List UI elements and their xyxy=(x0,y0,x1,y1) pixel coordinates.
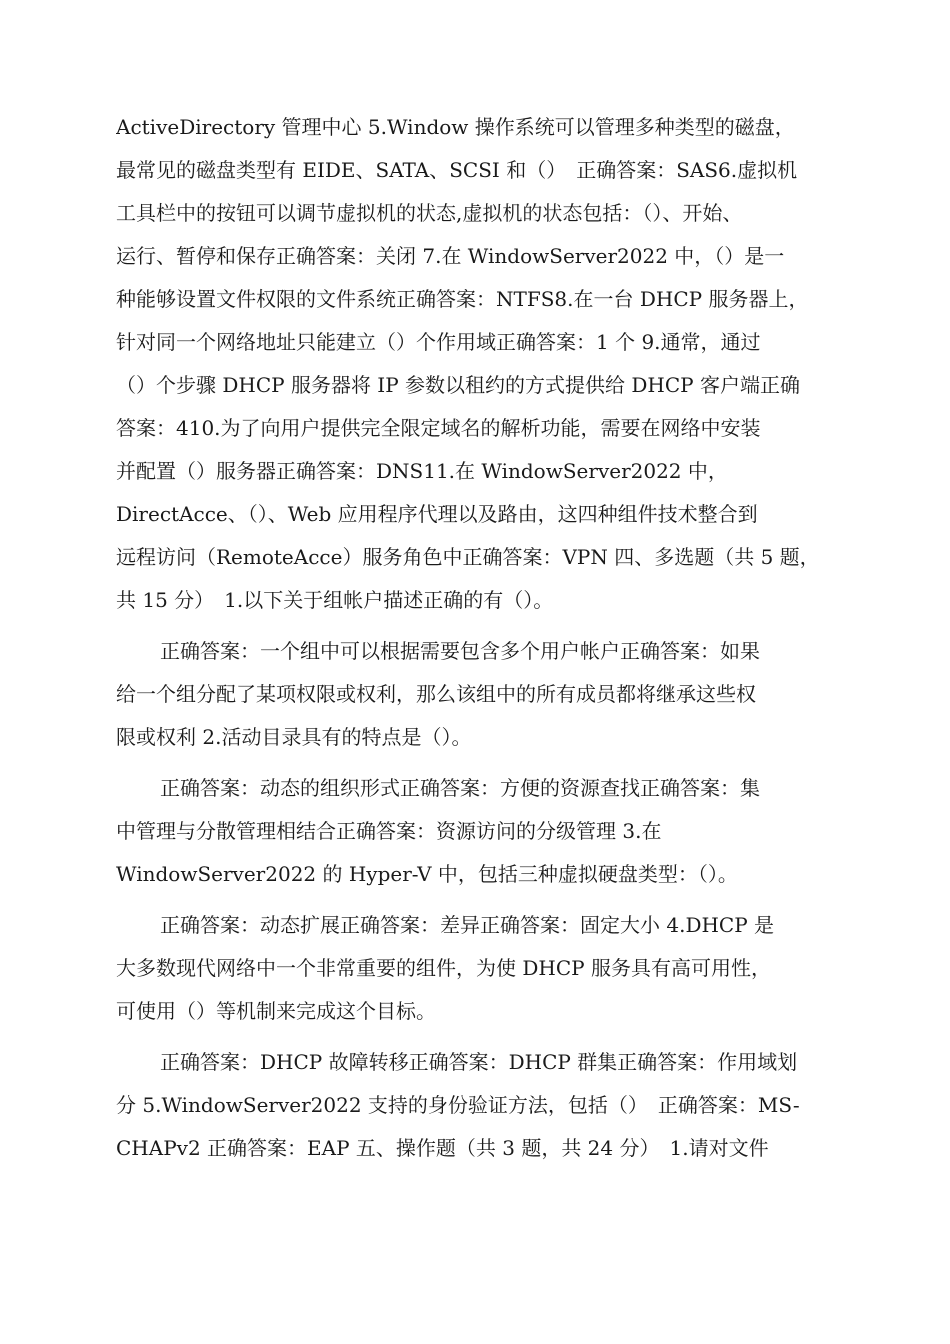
text-line: 远程访问（RemoteAcce）服务角色中正确答案：VPN 四、多选题（共 5 题， xyxy=(116,545,820,569)
text-line: 中管理与分散管理相结合正确答案：资源访问的分级管理 3.在 xyxy=(116,819,662,843)
text-line: ActiveDirectory 管理中心 5.Window 操作系统可以管理多种类型的磁盘， xyxy=(116,115,795,139)
text-line: 种能够设置文件权限的文件系统正确答案：NTFS8.在一台 DHCP 服务器上， xyxy=(116,287,809,311)
paragraph-5 xyxy=(116,1041,840,1170)
text-line: 正确答案：一个组中可以根据需要包含多个用户帐户正确答案：如果 xyxy=(160,639,760,663)
text-line: DirectAcce、（）、Web 应用程序代理以及路由，这四种组件技术整合到 xyxy=(116,502,758,526)
text-line: 正确答案：动态扩展正确答案：差异正确答案：固定大小 4.DHCP 是 xyxy=(160,913,775,937)
text-line: 限或权利 2.活动目录具有的特点是（）。 xyxy=(116,725,472,749)
text-line: 正确答案：DHCP 故障转移正确答案：DHCP 群集正确答案：作用域划 xyxy=(160,1050,798,1074)
text-line: 分 5.WindowServer2022 支持的身份验证方法，包括（） 正确答案：MS- xyxy=(116,1093,800,1117)
paragraph-4 xyxy=(116,904,840,1033)
text-line: 运行、暂停和保存正确答案：关闭 7.在 WindowServer2022 中，（）是一 xyxy=(116,244,785,268)
text-line: 正确答案：动态的组织形式正确答案：方便的资源查找正确答案：集 xyxy=(160,776,760,800)
paragraph-3 xyxy=(116,767,840,896)
text-line: 工具栏中的按钮可以调节虚拟机的状态,虚拟机的状态包括：（）、开始、 xyxy=(116,201,743,225)
text-line: WindowServer2022 的 Hyper-V 中，包括三种虚拟硬盘类型：（）。 xyxy=(116,862,738,886)
paragraph-2 xyxy=(116,630,840,759)
text-line: 并配置（）服务器正确答案：DNS11.在 WindowServer2022 中， xyxy=(116,459,728,483)
text-line: 最常见的磁盘类型有 EIDE、SATA、SCSI 和（） 正确答案：SAS6.虚拟机 xyxy=(116,158,798,182)
text-line: （）个步骤 DHCP 服务器将 IP 参数以租约的方式提供给 DHCP 客户端正确 xyxy=(116,373,800,397)
text-line: 给一个组分配了某项权限或权利，那么该组中的所有成员都将继承这些权 xyxy=(116,682,756,706)
text-line: 答案：410.为了向用户提供完全限定域名的解析功能，需要在网络中安装 xyxy=(116,416,761,440)
paragraph-1 xyxy=(116,106,840,622)
text-line: 针对同一个网络地址只能建立（）个作用域正确答案：1 个 9.通常，通过 xyxy=(116,330,761,354)
text-line: CHAPv2 正确答案：EAP 五、操作题（共 3 题，共 24 分） 1.请对文件 xyxy=(116,1136,769,1160)
text-line: 共 15 分） 1.以下关于组帐户描述正确的有（）。 xyxy=(116,588,554,612)
text-line: 大多数现代网络中一个非常重要的组件，为使 DHCP 服务具有高可用性， xyxy=(116,956,771,980)
text-line: 可使用（）等机制来完成这个目标。 xyxy=(116,999,436,1023)
